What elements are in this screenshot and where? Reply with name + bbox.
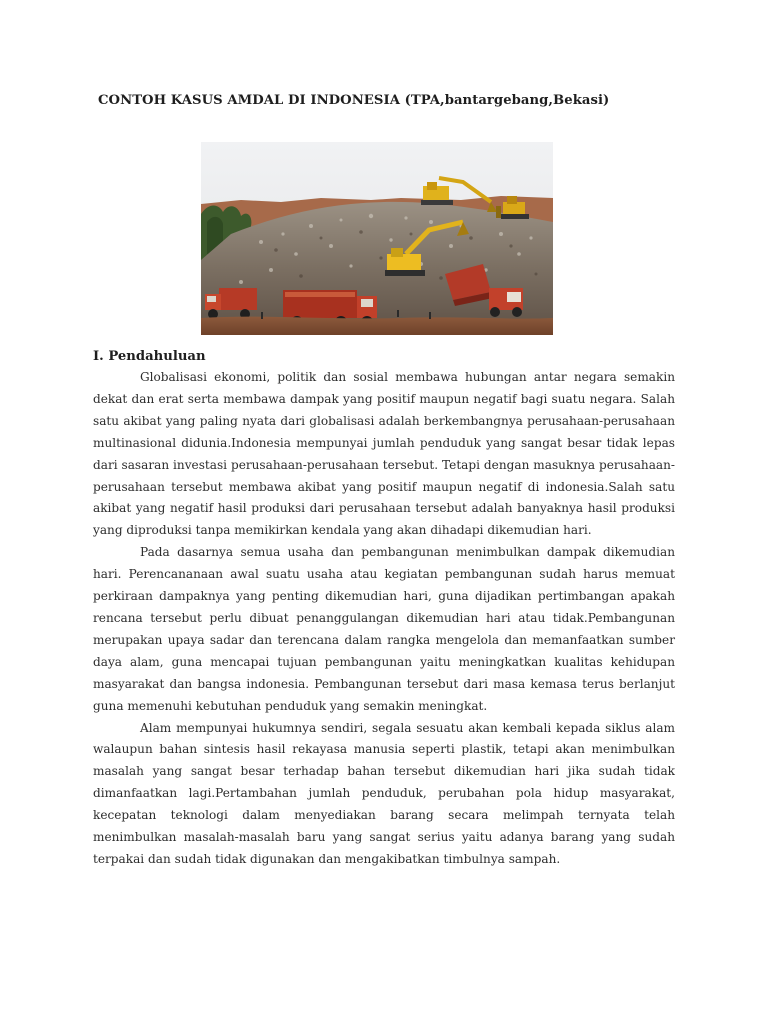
document-title: CONTOH KASUS AMDAL DI INDONESIA (TPA,bantargebang,Bekasi): [98, 93, 610, 108]
landfill-photo: [201, 142, 553, 335]
section-heading: I. Pendahuluan: [93, 349, 206, 364]
paragraph: Pada dasarnya semua usaha dan pembangunan menimbulkan dampak dikemudian hari. Perencananaan awal suatu usaha atau kegiatan pembangunan sudah harus memuat perkiraan dampaknya yang penting dikemudian hari, guna dijadikan pertimbangan apakah rencana tersebut perlu dibuat penanggulangan dikemudian hari atau tidak.Pembangunan merupakan upaya sadar dan terencana dalam rangka mengelola dan memanfaatkan sumber daya alam, guna mencapai tujuan pembangunan yaitu meningkatkan kualitas kehidupan masyarakat dan bangsa indonesia. Pembangunan tersebut dari masa kemasa terus berlanjut guna memenuhi kebutuhan penduduk yang semakin meningkat.: [93, 545, 675, 713]
paragraph: Globalisasi ekonomi, politik dan sosial membawa hubungan antar negara semakin dekat dan erat serta membawa dampak yang positif maupun negatif bagi suatu negara. Salah satu akibat yang paling nyata dari globalisasi adalah berkembangnya perusahaan-perusahaan multinasional didunia.Indonesia mempunyai jumlah penduduk yang sangat besar tidak lepas dari sasaran investasi perusahaan-perusahaan tersebut. Tetapi dengan masuknya perusahaan-perusahaan tersebut membawa akibat yang positif maupun negatif di indonesia.Salah satu akibat yang negatif hasil produksi dari perusahaan tersebut adalah banyaknya hasil produksi yang diproduksi tanpa memikirkan kendala yang akan dihadapi dikemudian hari.: [93, 370, 675, 538]
paragraph: Alam mempunyai hukumnya sendiri, segala sesuatu akan kembali kepada siklus alam walaupun bahan sintesis hasil rekayasa manusia seperti plastik, tetapi akan menimbulkan masalah yang sangat besar terhadap bahan tersebut dikemudian hari jika sudah tidak dimanfaatkan lagi.Pertambahan jumlah penduduk, perubahan pola hidup masyarakat, kecepatan teknologi dalam menyediakan barang secara melimpah ternyata telah menimbulkan masalah-masalah baru yang sangat serius yaitu adanya barang yang sudah terpakai dan sudah tidak digunakan dan mengakibatkan timbulnya sampah.: [93, 720, 675, 866]
body-text: [93, 367, 675, 871]
